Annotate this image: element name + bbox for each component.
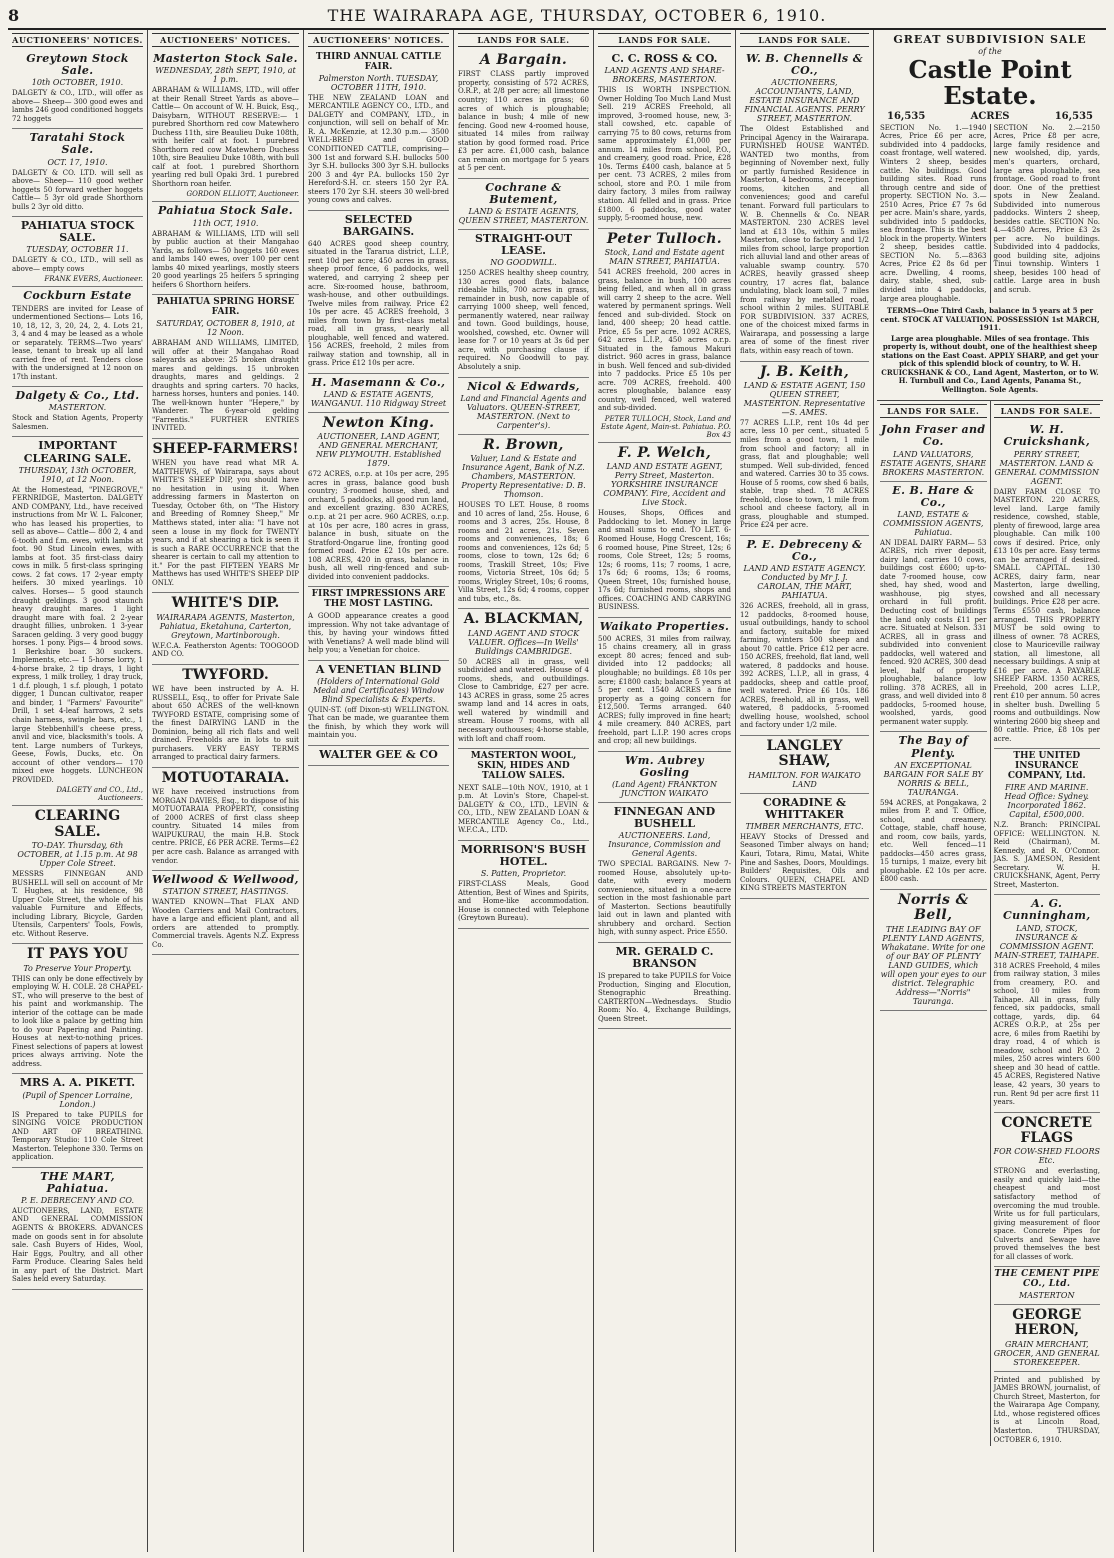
ad-title: A. G. Cunningham,: [1002, 897, 1091, 923]
castle-footer: Large area ploughable. Miles of sea frontage. This property is, without doubt, one of the healthiest sheep stations on the East Coast. APPLY SHARP, and get your pick of this splendid block of country, to W. H. CRUICKSHANK & CO., Land Agent, Masterton, or to W. H. Turnbull and Co., Land Agents, Panama St., Wellington. Sole Agents.: [881, 333, 1099, 394]
advertisement: [12, 50, 143, 129]
column-3: [304, 30, 454, 1552]
ad-title: MR. GERALD C. BRANSON: [615, 944, 714, 971]
advertisement: [740, 536, 869, 736]
ad-subtitle: PERRY STREET, MASTERTON. LAND & GENERAL COMMISSION AGENT.: [994, 449, 1099, 486]
ad-title: THE UNITED INSURANCE COMPANY, Ltd.: [1007, 751, 1086, 782]
page-number: 8: [8, 6, 20, 25]
advertisement: [994, 1113, 1101, 1268]
ad-body: 326 ACRES, freehold, all in grass, 12 paddocks, 8-roomed house, usual outbuildings, handy to school and factory, suitable for mixed farming, winters 500 sheep and about 70 cattle. Price £12 per acre. 150 ACRES, freehold, flat land, well watered, 8 paddocks and house. 392 ACRES, L.I.P., all in grass, 4 paddocks, sheep and cattle proof, well watered. Price £6 10s. 186 ACRES, freehold, all in grass, well watered, 8 paddocks, 5-roomed dwelling house, woolshed, school and factory under 1/2 mile.: [740, 602, 869, 730]
ad-subtitle: THE LEADING BAY OF PLENTY LAND AGENTS, Whakatane. Write for one of our BAY OF PLENTY LAND GUIDES, which will open your eyes to our district. Telegraphic Address—"Norris" Tauranga.: [880, 924, 986, 1006]
advertisement: [458, 230, 589, 378]
castle-title2: Castle Point Estate.: [908, 55, 1072, 111]
ad-body: 318 ACRES Freehold, 4 miles from railway station, 3 miles from creamery, P.O. and school, 10 miles from Taihape. All in grass, fully fenced, six paddocks, small cottage, yards, dip. 64 ACRES O.R.P., at 25s per acre, 6 miles from Raetihi by dray road, 4 of which is meadow, school and P.O. 2 miles, 250 acres winters 600 sheep and 30 head of cattle. 45 ACRES, Registered Native lease, 42 years, 30 years to run. Rent 9d per acre first 11 years.: [993, 961, 1100, 1107]
advertisement: [308, 374, 449, 413]
ad-body: TENDERS are invited for Lease of undermentioned Sections— Lots 16, 10, 18, 12, 3, 20, 24, 2, 4. Lots 21, 3, 4 and 4 may be leased as a whole or separately. TERMS—Two years' lease, tenant to break up all land carried free of rent. Tenders close with the undersigned at 12 noon on 17th instant.: [12, 304, 143, 381]
ad-body: WHEN you have read what MR A. MATTHEWS, of Wairarapa, says about WHITE'S SHEEP DIP, you should have no hesitation in using it. When addressing farmers in Masterton on Tuesday, October 6th, on "The History and Breeding of Romney Sheep," Mr Matthews stated, inter alia: "I have not seen a louse in my flock for TWENTY years, and if at shearing a tick is seen it is such a RARE OCCURRENCE that the shearer is certain to call my attention to it." For the past FIFTEEN YEARS Mr Matthews has used WHITE'S SHEEP DIP ONLY.: [152, 459, 299, 587]
ad-body: N.Z. Branch: PRINCIPAL OFFICE: WELLINGTON. N. Reid (Chairman), M. Kennedy, and R. O'Connor. JAS. S. JAMESON, Resident Secretary. W. H. CRUICKSHANK, Agent, Perry Street, Masterton.: [993, 821, 1100, 889]
advertisement: [598, 50, 731, 229]
column-7-lower: [877, 401, 1103, 1446]
ad-title: WHITE'S DIP.: [171, 595, 280, 612]
advertisement: [152, 202, 299, 295]
ad-subtitle: S. Patten, Proprietor.: [480, 869, 567, 879]
castle-sections-right: SECTION No. 2.—2150 Acres, Price £8 per acre, large family residence and new woolshed, dip, yards, men's quarters, orchard, large area ploughable, sea frontage. Good road to front door. One of the prettiest spots in New Zealand. Subdivided into numerous paddocks. Winters 2 sheep, besides cattle. SECTION No. 4.—4580 Acres, Price £3 2s per acre. No buildings. Subdivided into 4 paddocks, good building site, adjoins Tinui township. Winters 1 sheep, besides 100 head of cattle. Large area in bush and scrub.: [993, 123, 1100, 294]
ad-body: ABRAHAM AND WILLIAMS, LIMITED, will offer at their Mangahao Road saleyards as above: 25 broken draught mares and geldings. 15 unbroken draughts, mares and geldings. 2 draughts and spring carters. 70 hacks, harness horses, hunters and ponies. 140. The well-known hunter "Hepere," by Wanderer. The 6-year-old gelding "Farrentis." FURTHER ENTRIES INVITED.: [152, 339, 299, 433]
advertisement: [994, 749, 1101, 895]
ad-title: PAHIATUA SPRING HORSE FAIR.: [156, 297, 295, 318]
ad-subtitle: (Pupil of Spencer Lorraine, London.): [22, 1090, 133, 1109]
ad-subtitle: LAND, STOCK, INSURANCE & COMMISSION AGENT. MAIN-STREET, TAIHAPE.: [994, 923, 1100, 960]
ad-body: 500 ACRES, 31 miles from railway, 15 chains creamery, all in grass except 80 acres; fenced and sub-divided into 12 paddocks; all ploughable; no buildings. £8 10s per acre; £1800 cash; balance 5 years at 5 per cent. 1540 ACRES a fine property as a going concern for £12,500. Terms arranged. 640 ACRES; fully improved in fine heart; 4 mile creamery. 840 ACRES, part freehold, part L.I.P. 190 acres crops and crop; all new buildings.: [598, 634, 731, 746]
ad-title: CORADINE & WHITTAKER: [763, 795, 846, 821]
castle-sections-left: SECTION No. 1.—1940 Acres, Price £6 per acre, subdivided into 4 paddocks, coast frontage, well watered. Winters 2 sheep, besides cattle. No buildings. Good building sites. Road runs through centre and side of property. SECTION No. 3.—2510 Acres, Price £7 7s 6d per acre. Main's share, yards, subdivided into 5 paddocks, sea frontage. This is the best block in the property. Winters 2 sheep, besides cattle. SECTION No. 5.—8363 Acres, Price £2 8s 6d per acre. Dwelling, 4 rooms, dairy, stable, shed, sub-divided into 4 paddocks, large area ploughable.: [877, 124, 991, 303]
advertisement: [308, 413, 449, 587]
advertisement: [458, 841, 589, 929]
ad-subtitle: STATION STREET, HASTINGS.: [162, 887, 289, 897]
ad-body: MESSRS FINNEGAN AND BUSHELL will sell on account of Mr T. Hughes, at his residence, 98 Upper Cole Street, the whole of his valuable Furniture and Effects, including Library, Bicycle, Garden Utensils, Carpenters' Tools, Fowls, etc. Without Reserve.: [12, 870, 143, 938]
ad-body: NEXT SALE—10th NOV., 1910, at 1 p.m. At Lovin's Store, Chapel-st. DALGETY & CO., LTD., LEVIN & CO., LTD., NEW ZEALAND LOAN & MERCANTILE Agency Co., Ltd., W.F.C.A., LTD.: [458, 783, 589, 835]
ad-subtitle: LAND AGENTS AND SHARE-BROKERS, MASTERTON.: [604, 66, 725, 85]
advertisement: [308, 661, 449, 746]
ad-title: Taratahi Stock Sale.: [29, 131, 126, 157]
ad-body: The Oldest Established and Principal Agency in the Wairarapa. FURNISHED HOUSE WANTED. WANTED two months, from beginning of November next, fully or partly furnished Residence in Masterton, 4 bedrooms, 2 reception rooms, kitchen and all conveniences; good and careful tenant. Forward full particulars to W. B. Chennells & Co. NEAR MASTERTON. 230 ACRES level land at £13 10s, within 5 miles Masterton, close to factory and 1/2 miles from school, large proportion rich alluvial land and other areas of valuable swamp country. 570 ACRES, heavily grassed sheep country, 17 acres flat, balance undulating, black loam soil, 7 miles from railway by metalled road, school within 2 miles. SUITABLE FOR SUBDIVISION. 337 ACRES, one of the choicest mixed farms in Wairarapa, and possessing a large area of some of the finest river flats, within easy reach of town.: [740, 125, 869, 355]
ad-subtitle: To Preserve Your Property.: [23, 963, 132, 973]
ad-body: ABRAHAM & WILLIAMS, LTD., will offer at their Renall Street Yards as above— Cattle— On account of W. H. Buick, Esq., Daisybarn, WITHOUT RESERVE:— 1 purebred Shorthorn red cow Matewhero Duchess 11th, sire Beaulieu Duke 108th, with heifer calf at foot. 1 purebred Shorthorn red cow Matewhero Duchess 10th, sire Beaulieu Duke 108th, with bull calf at foot. 1 purebred Shorthorn yearling red bull Opaki 3rd. 1 purebred Shorthorn roan heifer.: [152, 86, 299, 188]
ad-title: J. B. Keith,: [759, 363, 850, 380]
column-7-right: [991, 401, 1104, 1446]
ad-title: THIRD ANNUAL CATTLE FAIR.: [315, 52, 442, 72]
advertisement: [740, 362, 869, 536]
ad-signature: GORDON ELLIOTT, Auctioneer.: [186, 190, 299, 199]
advertisement: [152, 50, 299, 202]
advertisement: [12, 1168, 143, 1290]
ad-subtitle: NO GOODWILL.: [490, 258, 557, 268]
advertisement: [458, 749, 589, 841]
column-heading: LANDS FOR SALE.: [994, 404, 1101, 418]
advertisement: [152, 768, 299, 871]
columns: [8, 30, 1106, 1552]
column-7-left: [877, 401, 991, 1446]
advertisement: [880, 890, 987, 1011]
ad-subtitle: 11th OCT, 1910.: [192, 218, 259, 228]
advertisement: [740, 794, 869, 899]
ad-title: W. H. Cruickshank,: [1003, 423, 1091, 449]
ad-body: WE have received instructions from MORGAN DAVIES, Esq., to dispose of his MOTUOTARAIA PROPERTY, consisting of 2000 ACRES of first class sheep country. Situated 14 miles from WAIPUKURAU, the main H.B. Stock centre. PRICE, £6 PER ACRE. Terms—£2 per acre cash. Balance as arranged with vendor.: [152, 788, 299, 865]
ad-body: HEAVY Stocks of Dressed and Seasoned Timber always on hand; Kauri, Totara, Rimu, Matai, White Pine and Sashes, Doors, Mouldings. Builders' Requisites, Oils and Colours. QUEEN, CHAPEL AND KING STREETS MASTERTON: [740, 832, 869, 893]
column-heading: AUCTIONEERS' NOTICES.: [12, 35, 143, 45]
ad-title: Masterton Stock Sale.: [153, 52, 298, 65]
ad-body: FIRST-CLASS Meals, Good Attention, Best of Wines and Spirits, and Home-like accommodation. House is connected with Telephone (Greytown Bureau).: [458, 880, 589, 923]
ad-title: GEORGE HERON,: [1012, 1307, 1082, 1339]
ad-body: HOUSES TO LET. House, 8 rooms and 10 acres of land, 25s. House, 6 rooms and 3 acres, 25s. House, 8 rooms and 21 acres, 21s. Seven rooms and conveniences, 18s; 6 rooms and conveniences, 12s 6d; 5 rooms, close to town, 12s 6d; 6 rooms, Traskill Street, 10s; Five rooms, Victoria Street, 10s 6d; 5 rooms, Wrigley Street, 10s; 6 rooms, Villa Street, 12s 6d; 4 rooms, copper and tubs, etc., 8s.: [458, 501, 589, 603]
column-6: [736, 30, 874, 1552]
ad-title: PAHIATUA STOCK SALE.: [20, 219, 135, 245]
ad-body: 1250 ACRES healthy sheep country, 130 acres good flats, balance rideable hills, 700 acres in grass, remainder in bush, now capable of carrying 1000 sheep, well fenced, permanently watered, near railway and town. Good buildings, house, woolshed, cowshed, etc. Owner will lease for 7 or 10 years at 3s 6d per acre, with purchasing clause if required. No Goodwill to pay. Absolutely a snip.: [458, 269, 589, 371]
ad-title: P. E. Debreceny & Co.,: [746, 537, 863, 563]
castle-title-of: of the: [978, 47, 1002, 57]
masthead: [8, 6, 1106, 30]
column-4: [454, 30, 594, 1552]
ad-body: Houses, Shops, Offices and Paddocking to let. Money in large and small sums to end. TO LET. 6-Roomed House, Hogg Crescent, 16s; 6 roomed house, Pine Street, 12s; 6 rooms, Cole Street, 12s; 5 rooms, 12s; 6 rooms, 11s; 7 rooms, 1 acre, 17s 6d; 6 rooms, 13s; 6 rooms, Queen Street, 10s; furnished house, 17s 6d; furnished rooms, shops and offices. COACHING AND CARRYING BUSINESS.: [598, 509, 731, 612]
ad-title: WALTER GEE & CO: [319, 747, 438, 761]
ad-subtitle: THURSDAY, 13th OCTOBER, 1910, at 12 Noon.: [18, 465, 137, 484]
advertisement: [740, 736, 869, 794]
ad-subtitle: Palmerston North. TUESDAY, OCTOBER 11TH, 1910.: [318, 73, 439, 92]
ad-title: SELECTED BARGAINS.: [342, 212, 415, 238]
ad-title: The Bay of Plenty.: [898, 734, 969, 760]
advertisement: [152, 593, 299, 664]
advertisement: [458, 609, 589, 749]
ad-subtitle: WEDNESDAY, 28th SEPT, 1910, at 1 p.m.: [155, 66, 296, 85]
castle-point-ad: [877, 34, 1103, 401]
ad-subtitle: MASTERTON: [1019, 1291, 1075, 1301]
ad-title: FIRST IMPRESSIONS ARE THE MOST LASTING.: [311, 589, 446, 610]
ad-subtitle: Stock, Land and Estate agent MAIN STREET, PAHIATUA.: [604, 247, 725, 266]
ad-body: IS Prepared to take PUPILS for SINGING VOICE PRODUCTION AND ART OF BREATHING. Temporary Studio: 110 Cole Street Masterton. Telephone 330. Terms on application.: [12, 1110, 143, 1162]
advertisement: [12, 1074, 143, 1167]
ad-subtitle: OCT. 17, 1910.: [47, 157, 108, 167]
ad-body: THIS IS WORTH INSPECTION. Owner Holding Too Much Land Must Sell. 219 ACRES Freehold, all improved, 3-roomed house, new, 3-stall cowshed, etc. capable of carrying 75 to 80 cows, returns from same approximately £1,000 per annum. 14 miles from school, P.O., and creamery, good road. Price, £28 10s. Terms £400 cash, balance at 5 per cent. 73 ACRES, 2 miles from school, store and P.O. 1 mile from dairy factory, 3 miles from railway station. All felled and in grass. Price £1800. 6 paddocks, good water supply, 5-roomed house, new.: [598, 86, 731, 223]
ad-body: 672 ACRES, o.r.p. at 10s per acre, 295 acres in grass, balance good bush country; 3-roomed house, shed, and orchard, 5 paddocks, all good run land, and excellent grazing. 830 ACRES, o.r.p. at 21 per acre. 960 ACRES, o.r.p. at 10s per acre, 180 acres in grass, balance in bush, situate on the Stratford-Ongarue line, fronting good formed road. Price £2 10s per acre. 108 ACRES, 420 in grass, balance in bush, all well ring-fenced and sub-divided into convenient paddocks.: [308, 470, 449, 581]
advertisement: [598, 943, 731, 1029]
ad-title: Nicol & Edwards,: [467, 379, 580, 393]
advertisement: [598, 803, 731, 943]
ad-subtitle: TO-DAY. Thursday, 6th OCTOBER, at 1.15 p.m. At 98 Upper Cole Street.: [17, 841, 138, 868]
advertisement: [152, 871, 299, 955]
column-heading: AUCTIONEERS' NOTICES.: [152, 33, 299, 47]
advertisement: [994, 421, 1101, 749]
column-heading: LANDS FOR SALE.: [880, 404, 987, 418]
ad-body: AUCTIONEERS, LAND, ESTATE AND GENERAL COMMISSION AGENTS & BROKERS. ADVANCES made on goods sent in for absolute sale. Cash Buyers of Hides, Wool, Hair Eggs, Poultry, and all other Farm Produce. Clearing Sales held in any part of the District. Mart Sales held every Saturday.: [12, 1206, 143, 1284]
advertisement: [12, 437, 143, 806]
ad-title: W. B. Chennells & CO.,: [745, 52, 864, 78]
ad-subtitle: HAMILTON. FOR WAIKATO LAND: [748, 770, 861, 789]
ad-subtitle: WAIRARAPA AGENTS, Masterton, Pahiatua, Eketahuna, Carterton, Greytown, Martinborough.: [156, 612, 295, 640]
ad-subtitle: AN EXCEPTIONAL BARGAIN FOR SALE BY NORRIS & BELL, TAURANGA.: [883, 760, 983, 797]
ad-subtitle: LAND AGENT AND STOCK VALUER. Offices—In Wells' Buildings CAMBRIDGE.: [467, 628, 580, 656]
ad-body: ABRAHAM & WILLIAMS, LTD will sell by public auction at their Mangahao Yards, as follows— 50 hoggets 160 ewes and lambs 140 ewes, over 100 per cent lambs 40 mixed yearlings, mostly steers 20 good yearlings 25 heifers 5 springing heifers 6 Shorthorn heifers.: [152, 229, 299, 289]
ad-subtitle: 10th OCTOBER, 1910.: [31, 78, 124, 88]
ad-body: Stock and Station Agents, Property Salesmen.: [12, 414, 143, 431]
ad-title: SHEEP-FARMERS!: [152, 440, 299, 457]
advertisement: [308, 587, 449, 660]
ad-body: TWO SPECIAL BARGAINS. New 7-roomed House, absolutely up-to-date, with every modern convenience, situated in a one-acre section in the most fashionable part of Masterton. Sections beautifully laid out in lawn and planted with shrubbery and orchard. Section high, with sunny aspect. Price £550.: [598, 860, 731, 937]
ad-body: DALGETY & CO., LTD., will sell as above— empty cows: [12, 256, 143, 273]
acres-left: 16,535: [887, 110, 926, 122]
advertisement: [12, 129, 143, 217]
ad-title: MASTERTON WOOL, SKIN, HIDES AND TALLOW SALES.: [470, 751, 577, 781]
ad-title: THE CEMENT PIPE CO., Ltd.: [994, 1269, 1100, 1290]
ad-title: THE MART, Pahiatua.: [40, 1169, 115, 1195]
advertisement: [598, 618, 731, 752]
ad-title: CONCRETE FLAGS: [1001, 1114, 1093, 1146]
acres-label: ACRES: [970, 110, 1010, 122]
advertisement: [880, 421, 987, 481]
column-heading: LANDS FOR SALE.: [458, 33, 589, 47]
ad-title: F. P. Welch,: [617, 445, 712, 462]
ad-body: DALGETY & CO., LTD., will offer as above— Sheep— 300 good ewes and lambs 246 good conditioned hoggets 72 hoggets: [12, 89, 143, 123]
advertisement: [994, 1305, 1101, 1372]
ad-body: W.F.C.A. Featherston Agents: TOOGOOD AND CO.: [152, 641, 299, 659]
advertisement: [152, 665, 299, 768]
column-7-castle-point: [874, 30, 1106, 1552]
ad-title: Dalgety & Co., Ltd.: [15, 389, 140, 403]
ad-subtitle: LAND AND ESTATE AGENCY. Conducted by Mr J. J. CAROLAN, THE MART, PAHIATUA.: [743, 564, 866, 601]
advertisement: [598, 229, 731, 443]
ad-title: MORRISON'S BUSH HOTEL.: [460, 842, 587, 869]
ad-body: WE have been instructed by A. H. RUSSELL, Esq., to offer for Private Sale about 650 ACRES of the well-known TWYFORD ESTATE, comprising some of the finest DAIRYING LAND in the Dominion, being all rich flats and well drained. Freeholds are in lots to suit purchasers. VERY EASY TERMS arranged to practical dairy farmers.: [152, 685, 299, 762]
column-heading: LANDS FOR SALE.: [740, 33, 869, 47]
ad-title: STRAIGHT-OUT LEASE.: [474, 231, 573, 258]
ad-signature: DALGETY and CO., Ltd., Auctioneers.: [56, 786, 143, 803]
ad-subtitle: LAND, ESTATE & COMMISSION AGENTS, Pahiatua.: [883, 509, 984, 537]
ad-subtitle: AUCTIONEERS, ACCOUNTANTS, LAND, ESTATE INSURANCE AND FINANCIAL AGENTS. PERRY STREET, MASTERTON.: [744, 78, 865, 124]
ad-subtitle: LAND AND ESTATE AGENT, Perry Street, Masterton. YORKSHIRE INSURANCE COMPANY. Fire, Accident and Live Stock.: [603, 462, 726, 508]
ad-subtitle: Land and Financial Agents and Valuators. QUEEN-STREET, MASTERTON. (Next to Carpenter's).: [460, 393, 587, 430]
advertisement: [308, 746, 449, 766]
advertisement: [994, 1267, 1101, 1305]
advertisement: [880, 732, 987, 890]
ad-body: 640 ACRES good sheep country, situated in the Tararua district, L.I.P., rent 10d per acre; 450 acres in grass, sheep proof fence, 6 paddocks, well watered, and carrying 2 sheep per acre. Six-roomed house, bathroom, wash-house, and other outbuildings. Twelve miles from railway. Price £2 10s per acre. 45 ACRES freehold, 3 miles from town by first-class metal road, all in grass, nearly all ploughable, well fenced and watered. 156 ACRES, freehold, 2 miles from railway station and township, all in grass. Price £12 10s per acre.: [308, 239, 449, 368]
acres-right: 16,535: [1054, 110, 1093, 122]
advertisement: [12, 806, 143, 944]
ad-title: John Fraser and Co.: [880, 423, 986, 449]
ad-subtitle: GRAIN MERCHANT, GROCER, AND GENERAL STOREKEEPER.: [993, 1339, 1100, 1367]
ad-title: C. C. ROSS & CO.: [611, 52, 718, 65]
masthead-title: THE WAIRARAPA AGE, THURSDAY, OCTOBER 6, 1910.: [327, 6, 827, 25]
advertisement: [12, 387, 143, 437]
ad-subtitle: Valuer, Land & Estate and Insurance Agent, Bank of N.Z. Chambers, MASTERTON. Property Representative: D. B. Thomson.: [461, 454, 586, 499]
ad-body: 50 ACRES all in grass, well subdivided and watered. House of 4 rooms, sheds, and outbuildings. Close to Cambridge, £27 per acre. 143 ACRES in grass, some 25 acres swamp land and 14 acres in oats, well watered by windmill and stream. House 7 rooms, with all necessary outhouses; 4-horse stable, with loft and chaff room.: [458, 657, 589, 743]
ad-title: Greytown Stock Sale.: [26, 52, 129, 78]
ad-title: H. Masemann & Co.,: [311, 375, 446, 389]
advertisement: [880, 482, 987, 733]
advertisement: [152, 295, 299, 439]
ad-title: R. Brown,: [483, 436, 564, 453]
ad-subtitle: P. E. DEBRECENY AND CO.: [20, 1195, 135, 1205]
ad-subtitle: LAND & ESTATE AGENTS, WANGANUI. 110 Ridgway Street: [310, 389, 447, 408]
advertisement: [458, 179, 589, 230]
ad-body: DALGETY & CO. LTD. will sell as above— Sheep— 110 good wether hoggets 50 forward wether hoggets Cattle— 5 3yr old grade Shorthorn bulls 2 3yr old ditto.: [12, 168, 143, 211]
ad-title: Wm. Aubrey Gosling: [624, 753, 705, 779]
ad-title: IT PAYS YOU: [27, 946, 128, 963]
ad-signature: PETER TULLOCH, Stock, Land and Estate Agent, Main-st. Pahiatua. P.O. Box 43: [600, 415, 731, 440]
ad-title: FINNEGAN AND BUSHELL: [613, 804, 716, 831]
castle-acres-row: [877, 111, 1103, 122]
advertisement: [12, 217, 143, 287]
ad-title: CLEARING SALE.: [34, 808, 121, 840]
advertisement: [994, 895, 1101, 1112]
advertisement: [152, 439, 299, 593]
ad-body: WANTED KNOWN—That FLAX AND Wooden Carriers and Mail Contractors, have a large and efficient plant, and all orders are attended to promptly. Commercial travels. Agents N.Z. Express Co.: [152, 898, 299, 949]
column-heading: LANDS FOR SALE.: [598, 33, 731, 47]
ad-subtitle: FOR COW-SHED FLOORS Etc.: [993, 1147, 1100, 1166]
advertisement: [308, 50, 449, 211]
advertisement: [598, 752, 731, 803]
ad-title: Peter Tulloch.: [606, 230, 723, 247]
advertisement: [740, 50, 869, 362]
ad-body: STRONG and everlasting, easily and quickly laid—the cheapest and most satisfactory method of overcoming the mud trouble. Write us for full particulars, giving measurement of floor space. Concrete Pipes for Culverts and Sewage have proved themselves the best for all classes of work.: [993, 1167, 1100, 1261]
ad-subtitle: LAND VALUATORS, ESTATE AGENTS, SHARE BROKERS MASTERTON.: [880, 449, 987, 477]
ad-title: Newton King.: [322, 414, 435, 431]
column-1: [8, 30, 148, 1552]
castle-sections: [877, 122, 1103, 305]
ad-body: 541 ACRES freehold, 200 acres in grass, balance in bush, 100 acres being felled, and when all in grass will carry 2 sheep to the acre. Well watered by permanent springs. Well fenced and sub-divided. Stock on land, 400 sheep; 20 head cattle. Price, £5 5s per acre. 1092 ACRES, 642 acres L.I.P., 450 acres o.r.p. Situated in the famous Makuri district. 960 acres in grass, balance in bush. Well fenced and sub-divided into 7 paddocks. Price £5 10s per acre. 709 ACRES, freehold. 400 acres ploughable, balance easy country, well fenced, well watered and sub-divided.: [598, 267, 731, 413]
column-5: [594, 30, 736, 1552]
advertisement: [12, 944, 143, 1074]
ad-subtitle: SATURDAY, OCTOBER 8, 1910, at 12 Noon.: [156, 319, 295, 338]
ad-subtitle: (Land Agent) FRANKTON JUNCTION WAIKATO: [612, 779, 717, 798]
ad-title: A. BLACKMAN,: [463, 611, 584, 628]
ad-title: E. B. Hare & Co.,: [892, 483, 975, 509]
ad-body: At the Homestead, "PINEGROVE," FERNRIDGE, Masterton. DALGETY AND COMPANY, Ltd., have received instructions from Mr W. L. Falconer, who has leased his properties, to sell as above— Cattle— 800 2, 4 and 6-tooth and f.m. ewes, with lambs at foot. 90 Stud Lincoln ewes, with lambs at foot. 35 first-class dairy cows in milk. 5 first-class springing cows. 2 fat cows. 17 2-year empty heifers. 30 mixed yearlings. 10 calves. Horses— 5 good staunch draught geldings. 3 good staunch heavy draught mares. 1 light draught mare with foal. 2 2-year draught fillies, unbroken. 1 3-year Saracen gelding. 3 very good buggy horses. 1 pony. Pigs— 4 brood sows. 1 Berkshire boar. 30 suckers. Implements, etc.— 1 5-horse lorry, 1 4-horse brake, 2 tip drays, 1 light express, 1 milk trolley, 1 dray truck, 1 d.f. plough, 1 s.f. plough, 1 potato digger, 1 Duncan cultivator, reaper and binder, 1 "Farmers' Favourite" Drill, 1 set 4-leaf harrows, 2 sets chain harness, swingle bars, etc., 1 large Stebbenhill's cheese press, anvil and vice, blacksmith's tools. A tent. Large numbers of Turkeys, Geese, Fowls, Ducks, etc. On account of other vendors— 170 mixed ewe hoggets. LUNCHEON PROVIDED.: [12, 485, 143, 784]
ad-body: THIS can only be done effectively by employing W. H. COLE. 28 CHAPEL-ST., who will preserve to the best of his paint and workmanship. The interior of the cottage can be made to look like a palace by getting him to do your Papering and Painting. Houses at next-to-nothing prices. Finest selections of papers at lowest prices always arriving. Note the address.: [12, 974, 143, 1068]
ad-subtitle: LAND & ESTATE AGENTS, QUEEN STREET, MASTERTON.: [458, 206, 589, 225]
ad-title: Norris & Bell,: [897, 891, 969, 924]
ad-title: MOTUOTARAIA.: [161, 769, 290, 786]
ad-body: THE NEW ZEALAND LOAN and MERCANTILE AGENCY CO., LTD., and DALGETY and COMPANY, LTD., in conjunction, will sell on behalf of Mr. R. A. McKenzie, at 12.30 p.m.— 3500 WELL-BRED and GOOD CONDITIONED CATTLE, comprising— 300 1st and forward S.H. bullocks 500 3yr S.H. bullocks 300 3yr S.H. bullocks 200 3 and 4yr P.A. bullocks 150 2yr Hereford-S.H. cr. steers 150 2yr P.A. steers 170 2yr S.H. steers 30 well-bred young cows and calves.: [308, 93, 449, 205]
castle-title1: GREAT SUBDIVISION SALE: [893, 33, 1087, 46]
ad-title: LANGLEY SHAW,: [766, 737, 843, 770]
ad-title: A VENETIAN BLIND: [315, 662, 442, 676]
ad-title: Cochrane & Butement,: [485, 180, 562, 206]
ad-subtitle: FIRE AND MARINE. Head Office: Sydney. Incorporated 1862. Capital, £500,000.: [1004, 783, 1089, 820]
ad-subtitle: AUCTIONEER, LAND AGENT, AND GENERAL MERCHANT, NEW PLYMOUTH. Established 1879.: [315, 432, 442, 469]
ad-signature: FRANK EVERS, Auctioneer.: [44, 275, 143, 284]
ad-title: MRS A. A. PIKETT.: [19, 1076, 136, 1090]
column-2: [148, 30, 304, 1552]
column-heading: AUCTIONEERS' NOTICES.: [308, 33, 449, 47]
ad-title: IMPORTANT CLEARING SALE.: [23, 439, 132, 465]
ad-body: FIRST CLASS partly improved property, consisting of 572 ACRES, O.R.P., at 2/8 per acre; all limestone country; 110 acres in grass; 60 acres of which is ploughable; balance in bush; 4 mile of new fencing. Good new 4-roomed house, situated 14 miles from railway station by good formed road. Price £3 per acre. £1,000 cash, balance can remain on mortgage for 5 years at 5 per cent.: [458, 70, 589, 173]
ad-title: Wellwood & Wellwood,: [152, 873, 299, 887]
advertisement: [458, 435, 589, 610]
ad-body: DAIRY FARM CLOSE TO MASTERTON. 220 ACRES, level land. Large family residence, cowshed, stable, plenty of firewood, large area ploughable. Can milk 100 cows if desired. Price, only £13 10s per acre. Easy terms can be arranged if desired. SMALL CAPITAL. 130 ACRES, dairy farm, near Masterton, large dwelling, cowshed and all necessary buildings. Price £28 per acre. Terms £550 cash, balance arranged. THIS PROPERTY MUST be sold owing to illness of owner. 78 ACRES, close to Mauriceville railway station, all limestone, all necessary buildings. A snip at £16 per acre. A PAYABLE SHEEP FARM. 1350 ACRES, Freehold, 200 acres L.I.P., rent £10 per annum. 50 acres in shelter bush. Dwelling 5 rooms and outbuildings. Now wintering 2600 big sheep and 80 cattle. Price, £8 10s per acre.: [993, 487, 1100, 743]
ad-body: AN IDEAL DAIRY FARM— 53 ACRES, rich river deposit, dairy land, carries 10 cows, buildings cost £600; up-to-date 7-roomed house, cow shed, hay shed, wood and washhouse, pig styes, orchard in full profit. Deducting cost of buildings the land only costs £11 per acre. Situated at Nelson. 331 ACRES, all in grass and subdivided into convenient paddocks, well watered and fenced. 920 ACRES, 300 dead level, half of property ploughable, balance low rolling. 378 ACRES, all in grass, and well divided into 8 paddocks, 5-roomed house, woolshed, yards, good permanent water supply.: [880, 538, 987, 726]
ad-subtitle: TUESDAY, OCTOBER 11.: [26, 245, 129, 255]
ad-title: Waikato Properties.: [599, 619, 730, 633]
advertisement: [308, 211, 449, 374]
ad-title: Pahiatua Stock Sale.: [157, 204, 294, 218]
ad-body: 77 ACRES L.I.P., rent 10s 4d per acre, less 10 per cent., situated 5 miles from a good town, 1 mile from school and factory; all in grass, flat and ploughable; well stumped. Well sub-divided, fenced and watered. Carries 30 to 35 cows. House of 5 rooms, cow shed 6 bails, stable, trap shed. 78 ACRES freehold, close to town, 1 mile from school and cheese factory, all in grass, ploughable and stumped. Price £24 per acre.: [740, 418, 869, 530]
ad-title: Cockburn Estate: [23, 289, 132, 303]
ad-title: A Bargain.: [479, 52, 568, 68]
advertisement: [458, 378, 589, 435]
advertisement: [12, 287, 143, 387]
advertisement: [458, 50, 589, 179]
ad-body: A GOOD appearance creates a good impression. Why not take advantage of this, by having your windows fitted with Venetians? A well made blind will help you; a Venetian for choice.: [308, 612, 449, 655]
advertisement: [598, 443, 731, 618]
ad-title: TWYFORD.: [182, 666, 269, 683]
ad-subtitle: LAND & ESTATE AGENT, 150 QUEEN STREET, MASTERTON. Representative—S. AMES.: [743, 380, 866, 417]
printer-imprint: Printed and published by JAMES BROWN, journalist, of Church Street, Masterton, for the Wairarapa Age Company, Ltd., whose registered offices is at Lincoln Road, Masterton. THURSDAY, OCTOBER 6, 1910.: [993, 1375, 1100, 1444]
ad-subtitle: MASTERTON.: [48, 403, 107, 413]
ad-body: QUIN-ST. (off Dixon-st) WELLINGTON. That can be made, we guarantee them the finish, by which they work will maintain you.: [308, 705, 449, 740]
ad-body: IS prepared to take PUPILS for Voice Production, Singing and Elocution, Stenographic Breathing. CARTERTON—Wednesdays. Studio Room: No. 4, Exchange Buildings, Queen Street.: [598, 972, 731, 1023]
ad-body: 594 ACRES, at Pongakawa, 2 miles from P. and T. Office, school, and creamery. Cottage, stable, chaff house, and room, cow bails, yards, etc. Well fenced—11 paddocks—450 acres grass, 15 turnips, 1 maize, every bit ploughable. £2 10s per acre. £800 cash.: [880, 798, 987, 884]
ad-subtitle: (Holders of International Gold Medal and Certificates) Window Blind Specialists & Experts.: [313, 676, 444, 704]
ad-subtitle: AUCTIONEERS. Land, Insurance, Commission and General Agents.: [608, 831, 721, 859]
ad-subtitle: TIMBER MERCHANTS, ETC.: [745, 821, 864, 831]
castle-terms: TERMS—One Third Cash, balance in 5 years at 5 per cent. STOCK AT VALUATION. POSSESSION 1st MARCH, 1911.: [880, 306, 1100, 333]
